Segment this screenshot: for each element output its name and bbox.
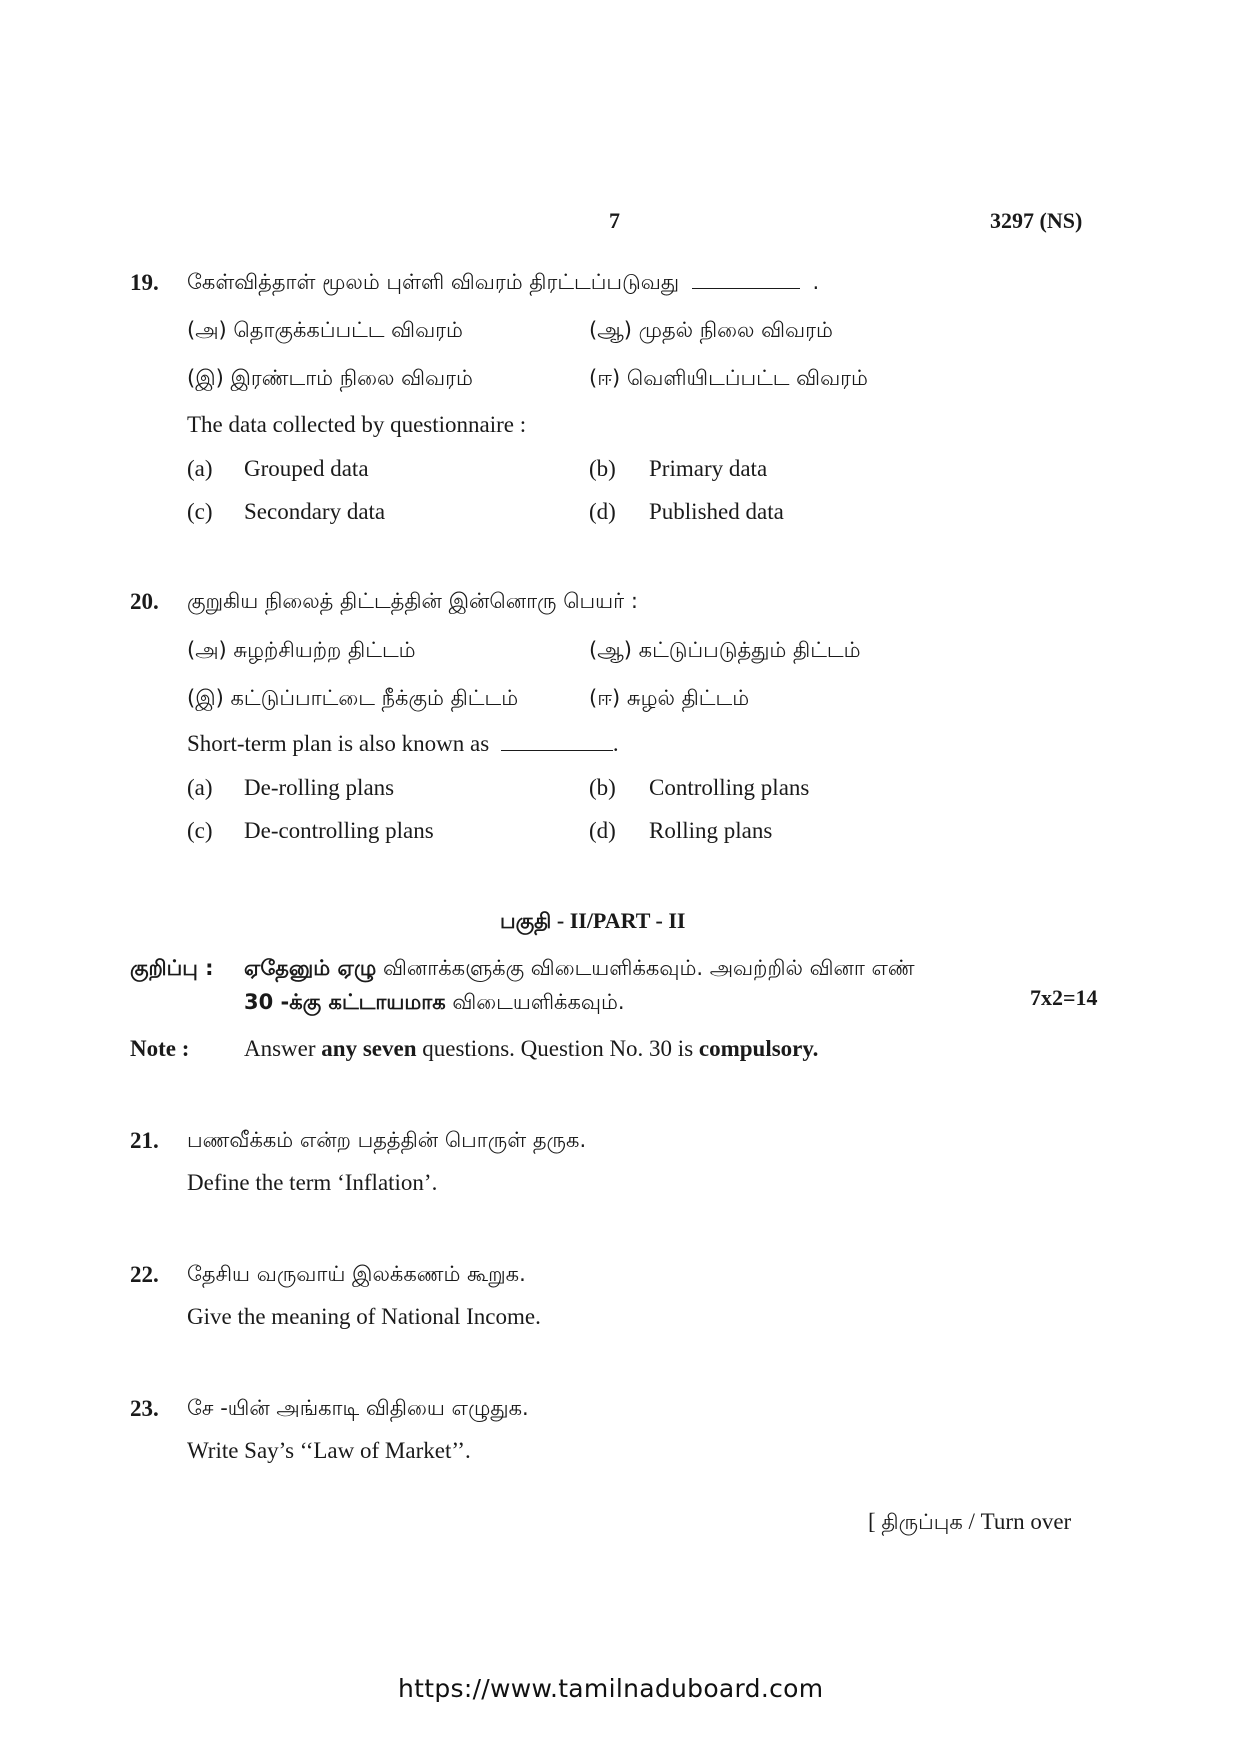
- option-label: (b): [589, 775, 616, 800]
- note-text-tamil: ஏதேனும் ஏழு வினாக்களுக்கு விடையளிக்கவும். அவற்றில் வினா எண்: [244, 956, 915, 980]
- paper-code: 3297 (NS): [990, 208, 1083, 233]
- question-text-tamil: குறுகிய நிலைத் திட்டத்தின் இன்னொரு பெயர் :: [187, 589, 638, 613]
- option-label: (c): [187, 499, 213, 524]
- question-number: 19.: [130, 270, 159, 295]
- option-text: De-controlling plans: [244, 818, 434, 843]
- footer-url[interactable]: https://www.tamilnaduboard.com: [398, 1674, 824, 1703]
- section-heading: பகுதி - II/PART - II: [500, 908, 686, 933]
- question-text-tamil: கேள்வித்தாள் மூலம் புள்ளி விவரம் திரட்டப்படுவது .: [187, 270, 820, 294]
- question-text-tamil: பணவீக்கம் என்ற பதத்தின் பொருள் தருக.: [187, 1128, 587, 1152]
- question-text-tamil: சே -யின் அங்காடி விதியை எழுதுக.: [187, 1396, 529, 1420]
- question-text-english: Write Say’s ‘‘Law of Market’’.: [187, 1438, 471, 1463]
- option-text: Controlling plans: [649, 775, 810, 800]
- question-text-english: Give the meaning of National Income.: [187, 1304, 541, 1329]
- option-text: Secondary data: [244, 499, 386, 524]
- question-number: 21.: [130, 1128, 159, 1153]
- question-text-tamil: தேசிய வருவாய் இலக்கணம் கூறுக.: [187, 1262, 526, 1286]
- option-text: Grouped data: [244, 456, 369, 481]
- option-text: Rolling plans: [649, 818, 773, 843]
- option-text: Primary data: [649, 456, 768, 481]
- note-label-tamil: குறிப்பு :: [130, 956, 214, 980]
- option-label: (a): [187, 775, 213, 800]
- option-tamil: (ஆ) முதல் நிலை விவரம்: [589, 318, 833, 342]
- answer-blank: [692, 287, 800, 289]
- option-text: Published data: [649, 499, 784, 524]
- option-text: De-rolling plans: [244, 775, 395, 800]
- question-number: 20.: [130, 589, 159, 614]
- note-text-tamil: 30 -க்கு கட்டாயமாக விடையளிக்கவும்.: [244, 990, 625, 1014]
- question-text-english: Short-term plan is also known as .: [187, 731, 619, 756]
- option-tamil: (ஈ) வெளியிடப்பட்ட விவரம்: [589, 366, 868, 390]
- question-text-english: Define the term ‘Inflation’.: [187, 1170, 438, 1195]
- option-label: (d): [589, 818, 616, 843]
- option-label: (c): [187, 818, 213, 843]
- question-number: 22.: [130, 1262, 159, 1287]
- option-tamil: (இ) இரண்டாம் நிலை விவரம்: [187, 366, 473, 390]
- option-label: (d): [589, 499, 616, 524]
- turn-over-note: [ திருப்புக / Turn over: [868, 1509, 1072, 1534]
- note-label: Note :: [130, 1036, 190, 1061]
- marks-allocation: 7x2=14: [1030, 985, 1098, 1010]
- option-tamil: (அ) சுழற்சியற்ற திட்டம்: [187, 638, 416, 662]
- question-text-english: The data collected by questionnaire :: [187, 412, 527, 437]
- option-tamil: (இ) கட்டுப்பாட்டை நீக்கும் திட்டம்: [187, 686, 519, 710]
- page-number: 7: [609, 208, 620, 233]
- option-tamil: (அ) தொகுக்கப்பட்ட விவரம்: [187, 318, 463, 342]
- question-number: 23.: [130, 1396, 159, 1421]
- option-label: (a): [187, 456, 213, 481]
- option-label: (b): [589, 456, 616, 481]
- option-tamil: (ஆ) கட்டுப்படுத்தும் திட்டம்: [589, 638, 861, 662]
- answer-blank: [501, 749, 613, 751]
- note-text: Answer any seven questions. Question No. 30 is compulsory.: [244, 1036, 819, 1061]
- option-tamil: (ஈ) சுழல் திட்டம்: [589, 686, 750, 710]
